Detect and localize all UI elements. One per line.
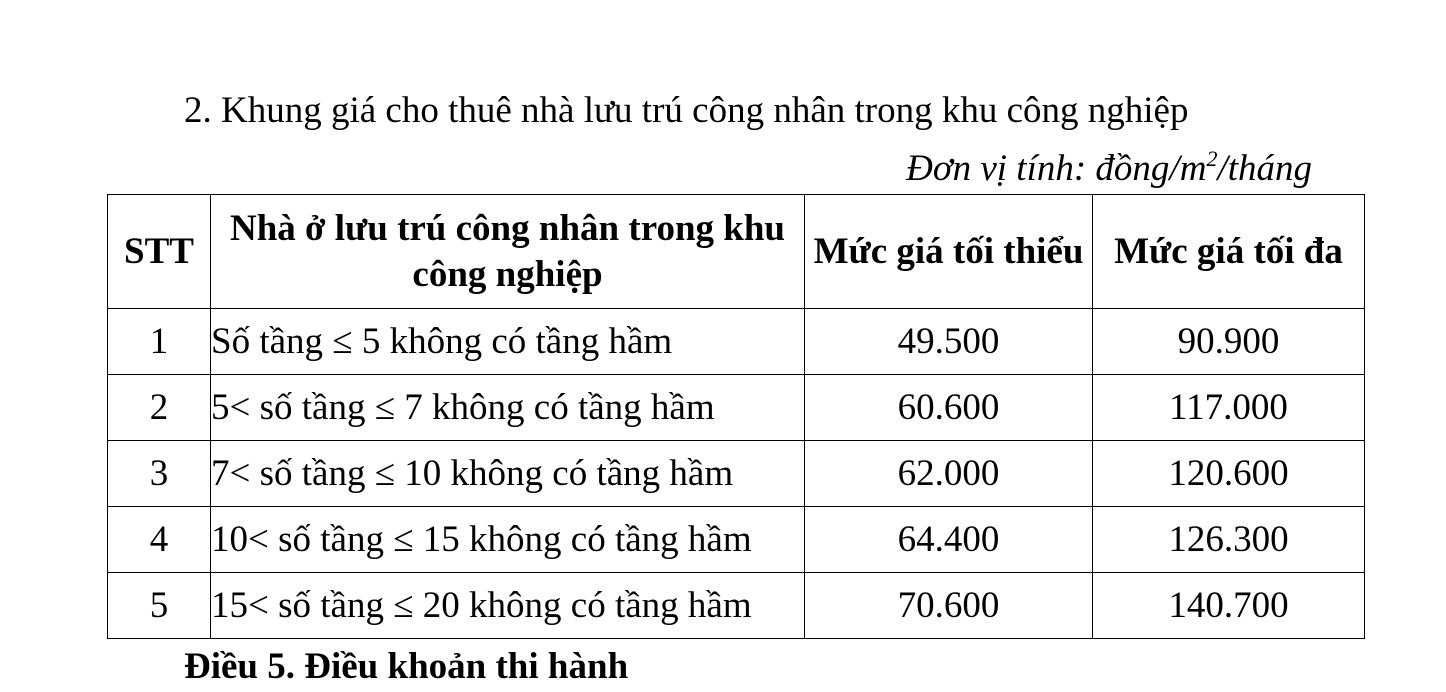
cell-max-price: 126.300 [1093, 507, 1365, 573]
cell-stt: 3 [108, 441, 211, 507]
cell-housing-type: 5< số tầng ≤ 7 không có tầng hầm [211, 375, 805, 441]
header-housing-type-line1: Nhà ở lưu trú công nhân trong khu [229, 207, 786, 249]
cell-stt: 1 [108, 309, 211, 375]
table-row [108, 573, 1365, 639]
cell-stt: 5 [108, 573, 211, 639]
next-article-heading: Điều 5. Điều khoản thi hành [184, 646, 629, 687]
header-stt: STT [108, 195, 211, 309]
table-row [108, 441, 1365, 507]
header-min-price: Mức giá tối thiểu [805, 195, 1093, 309]
cell-min-price: 64.400 [805, 507, 1093, 573]
cell-stt: 2 [108, 375, 211, 441]
cell-housing-type: 7< số tầng ≤ 10 không có tầng hầm [211, 441, 805, 507]
section-heading: 2. Khung giá cho thuê nhà lưu trú công nhân trong khu công nghiệp [184, 90, 1189, 131]
cell-max-price: 117.000 [1093, 375, 1365, 441]
cell-min-price: 60.600 [805, 375, 1093, 441]
price-table [107, 194, 1365, 639]
table-row [108, 309, 1365, 375]
unit-label [906, 144, 1312, 194]
cell-housing-type: Số tầng ≤ 5 không có tầng hầm [211, 309, 805, 375]
header-housing-type-line2: công nghiệp [412, 253, 603, 295]
unit-superscript: 2 [1206, 146, 1218, 171]
cell-max-price: 140.700 [1093, 573, 1365, 639]
table-header-row [108, 195, 1365, 309]
cell-min-price: 62.000 [805, 441, 1093, 507]
header-max-price: Mức giá tối đa [1093, 195, 1365, 309]
unit-suffix: /tháng [1217, 148, 1312, 189]
table-row [108, 375, 1365, 441]
unit-prefix: Đơn vị tính: đồng/m [906, 148, 1207, 189]
cell-min-price: 70.600 [805, 573, 1093, 639]
cell-housing-type: 15< số tầng ≤ 20 không có tầng hầm [211, 573, 805, 639]
header-housing-type [211, 195, 805, 309]
cell-max-price: 90.900 [1093, 309, 1365, 375]
cell-stt: 4 [108, 507, 211, 573]
cell-housing-type: 10< số tầng ≤ 15 không có tầng hầm [211, 507, 805, 573]
cell-min-price: 49.500 [805, 309, 1093, 375]
table-row [108, 507, 1365, 573]
cell-max-price: 120.600 [1093, 441, 1365, 507]
